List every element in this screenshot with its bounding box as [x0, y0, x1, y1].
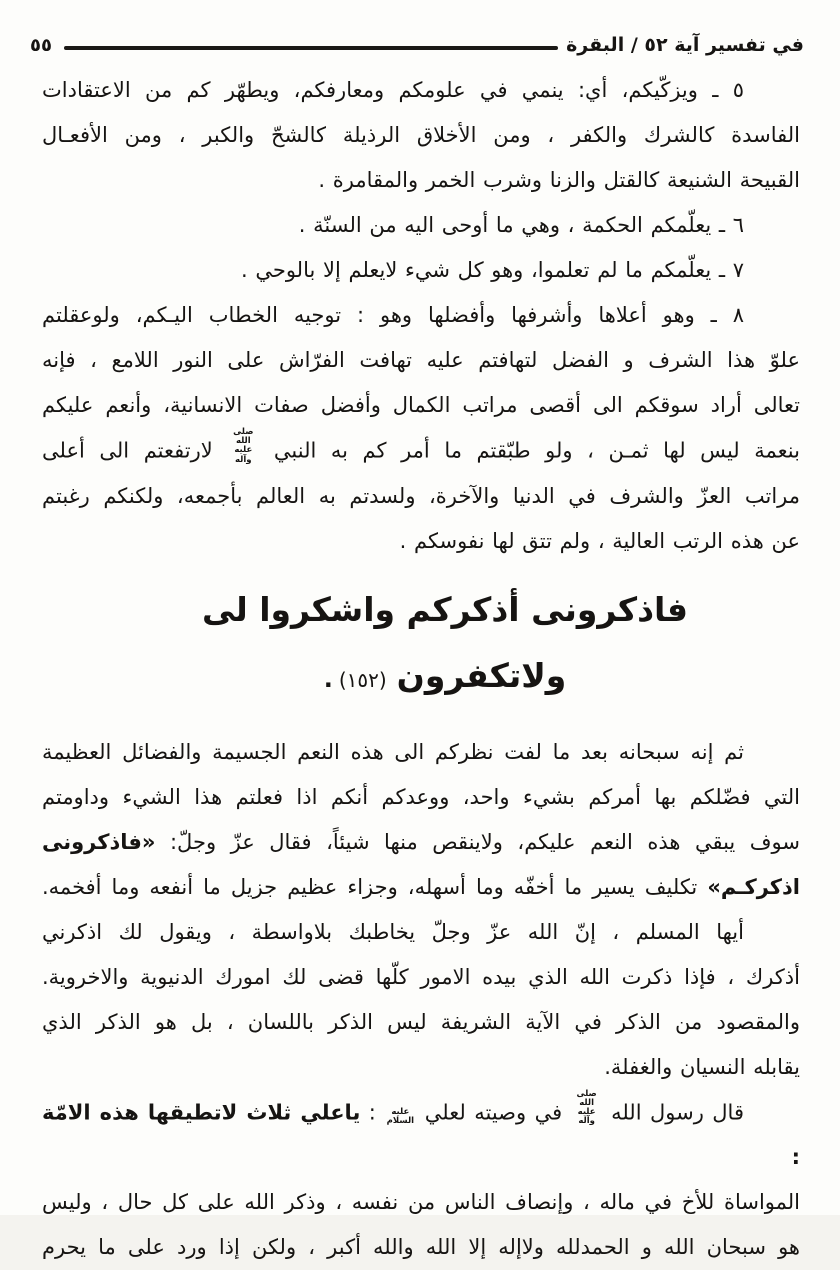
- text-segment: المواساة للأخ في ماله ، وإنصاف الناس من نفسه ، وذكر الله على كل حال ، وليس: [42, 1190, 800, 1215]
- page-number: ٥٥: [30, 34, 52, 56]
- text-line: [42, 68, 800, 113]
- honorific-mark: صلى الله عليه وآله: [233, 427, 254, 465]
- verse-period: .: [323, 664, 333, 693]
- text-line: [42, 865, 800, 910]
- text-line: [42, 158, 800, 203]
- honorific-mark: عليه السلام: [386, 1106, 415, 1127]
- text-segment: قال رسول الله: [602, 1100, 744, 1125]
- text-line: [42, 1045, 800, 1090]
- header-rule: [64, 46, 558, 50]
- page-header: [0, 0, 840, 56]
- item-6: [42, 203, 800, 248]
- honorific-mark: صلى الله عليه وآله: [576, 1088, 597, 1127]
- verse-text: فاذكرونى أذكركم واشكروا لى ولاتكفرون: [201, 589, 689, 695]
- text-line: [42, 383, 800, 428]
- text-line: [42, 955, 800, 1000]
- text-segment: عن هذه الرتب العالية ، ولم تتق لها نفوسكم .: [399, 528, 800, 553]
- text-segment: تعالى أراد سوقكم الى أقصى مراتب الكمال وأفضل صفات الانسانية، وأنعم عليكم: [42, 393, 800, 417]
- text-segment: الفاسدة كالشرك والكفر ، ومن الأخلاق الرذيلة كالشحّ والكبر ، ومن الأفعـال: [42, 123, 800, 147]
- text-line: [42, 1090, 800, 1181]
- text-segment: ٥ ـ ويزكّيكم، أي: ينمي في علومكم ومعارفكم، ويطهّر كم من الاعتقادات: [42, 78, 744, 102]
- paragraph-commentary: [42, 730, 800, 910]
- text-segment: هو سبحان الله و الحمدلله ولاإله إلا الله والله أكبر ، ولكن إذا ورد على ما يحرم: [42, 1235, 800, 1260]
- text-line: [42, 775, 800, 820]
- verse-number: (١٥٢): [338, 667, 387, 692]
- text-segment: التي فضّلكم بها أمركم بشيء واحد، ووعدكم أنكم اذا فعلتم هذا الشيء وداومتم: [42, 784, 800, 809]
- item-8: [42, 293, 800, 564]
- text-segment: اذكركـم»: [707, 874, 800, 899]
- text-segment: ٦ ـ يعلّمكم الحكمة ، وهي ما أوحى اليه من السنّة .: [298, 213, 744, 237]
- text-segment: لارتفعتم الى أعلى: [42, 438, 228, 463]
- text-segment: والمقصود من الذكر في الآية الشريفة ليس الذكر باللسان ، بل هو الذكر الذي: [42, 1009, 800, 1034]
- text-line: [42, 428, 800, 474]
- text-line: [42, 338, 800, 383]
- text-segment: ياعلي ثلاث لاتطيقها هذه الامّة :: [42, 1100, 800, 1170]
- text-segment: ٨ ـ وهو أعلاها وأشرفها وأفضلها وهو : توجيه الخطاب اليـكم، ولوعقلتم: [42, 303, 744, 327]
- text-segment: ثم إنه سبحانه بعد ما لفت نظركم الى هذه النعم الجسيمة والفضائل العظيمة: [42, 739, 744, 764]
- text-segment: يقابله النسيان والغفلة.: [604, 1054, 800, 1079]
- paragraph-hadith: [42, 1090, 800, 1270]
- text-segment: في وصيته لعلي: [416, 1100, 571, 1125]
- text-line: [42, 1180, 800, 1225]
- text-segment: ٧ ـ يعلّمكم ما لم تعلموا، وهو كل شيء لايعلم إلا بالوحي .: [240, 258, 744, 282]
- text-segment: أذكرك ، فإذا ذكرت الله الذي بيده الامور كلّها قضى لك امورك الدنيوية والاخروية.: [42, 964, 800, 989]
- page-body: [0, 56, 840, 1270]
- text-line: [42, 248, 800, 293]
- text-line: [42, 1000, 800, 1045]
- text-segment: سوف يبقي هذه النعم عليكم، ولاينقص منها شيئاً، فقال عزّ وجلّ:: [155, 829, 800, 854]
- quran-verse: [148, 580, 742, 712]
- item-5: [42, 68, 800, 203]
- text-segment: علوّ هذا الشرف و الفضل لتهافتم عليه تهافت الفرّاش على النور اللامع ، فإنه: [42, 348, 800, 372]
- text-line: [42, 519, 800, 564]
- text-segment: تكليف يسير ما أخفّه وما أسهله، وجزاء عظيم جزيل ما أنفعه وما أفخمه.: [42, 874, 708, 899]
- text-segment: القبيحة الشنيعة كالقتل والزنا وشرب الخمر والمقامرة .: [318, 168, 800, 192]
- text-line: [42, 113, 800, 158]
- text-segment: أيها المسلم ، إنّ الله عزّ وجلّ يخاطبك بلاواسطة ، ويقول لك اذكرني: [42, 919, 744, 944]
- text-line: [42, 910, 800, 955]
- text-line: [42, 730, 800, 775]
- chapter-title: في تفسير آية ٥٢ / البقرة: [566, 34, 804, 56]
- paragraph-meaning: [42, 1000, 800, 1090]
- text-segment: :: [360, 1100, 385, 1125]
- text-line: [42, 1225, 800, 1270]
- text-segment: بنعمة ليس لها ثمـن ، ولو طبّقتم ما أمر كم به النبي: [259, 438, 800, 463]
- text-line: [42, 293, 800, 338]
- paragraph-address: [42, 910, 800, 1000]
- text-line: [42, 474, 800, 519]
- text-segment: مراتب العزّ والشرف في الدنيا والآخرة، ولسدتم به العالم بأجمعه، ولكنكم رغبتم: [42, 483, 800, 508]
- text-line: [42, 203, 800, 248]
- text-line: [42, 820, 800, 865]
- item-7: [42, 248, 800, 293]
- text-segment: «فاذكرونى: [42, 829, 156, 854]
